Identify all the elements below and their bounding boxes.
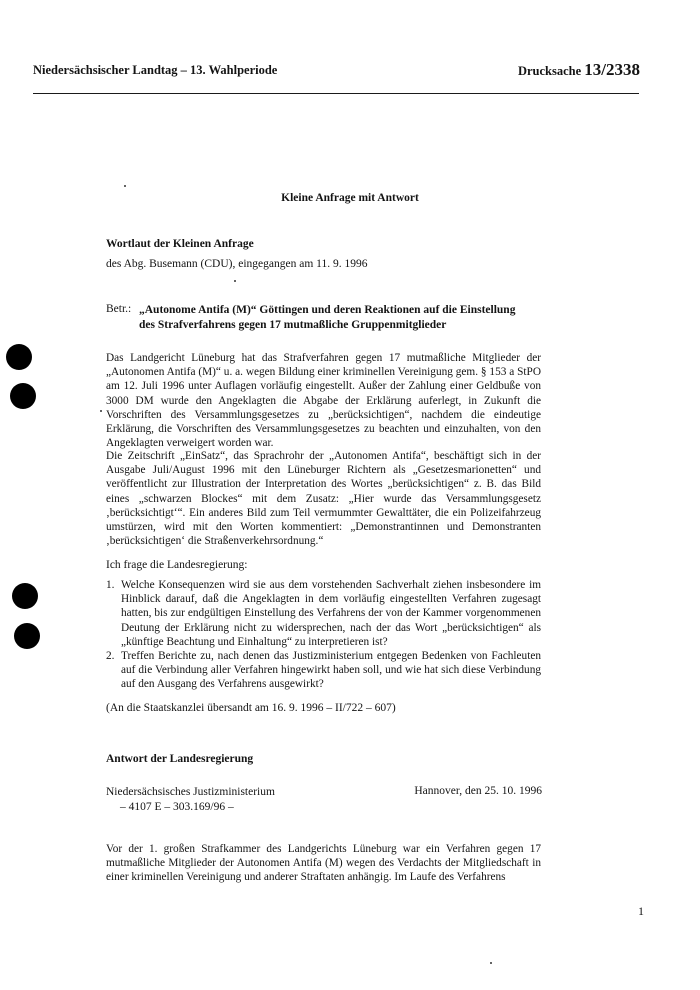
ask-line: Ich frage die Landesregierung: [106,559,248,571]
scan-speck [234,280,236,282]
query-paragraph-1: Das Landgericht Lüneburg hat das Strafverfahren gegen 17 mutmaßliche Mitglieder der „Autonomen Antifa (M)“ u. a. wegen Bildung einer kriminellen Vereinigung gem. § 153 a StPO am 12. Juli 1996 unter Auflagen vorläufig eingestellt. Außer der Zahlung einer Geldbuße von 3000 DM wurde den Angeklagten die Abgabe der Erklärung auferlegt, in Zukunft die Vorschriften des Versammlungsgesetzes zu „berücksichtigen“, nachdem die eindeutige Erklärung, die Vorschriften des Versammlungsgesetzes zu beachten und einzuhalten, von den Angeklagten verweigert worden war. [106,352,541,450]
scan-speck [490,962,492,964]
punch-hole-1 [6,344,32,370]
reference-number: – 4107 E – 303.169/96 – [120,801,234,813]
punch-hole-3 [12,583,38,609]
query-paragraph-2: Die Zeitschrift „EinSatz“, das Sprachrohr der „Autonomen Antifa“, beschäftigt sich in der Ausgabe Juli/August 1996 mit den Lüneburger Richtern als „Gesetzesmarionetten“ und veröffentlicht zur Illustration der Interpretation des Wortes „berücksichtigen“ z. B. das Bild eines „schwarzen Blockes“ mit dem Zusatz: „Hier wurde das Versammlungsgesetz ‚berücksichtigt‘“. Ein anderes Bild zum Teil vermummter Gewalttäter, die ein Polizeifahrzeug umstürzen, wird mit den Worten kommentiert: „Demonstrantinnen und Demonstranten ‚berücksichtigen‘ die Straßenverkehrsordnung.“ [106,450,541,548]
answer-paragraph-1: Vor der 1. großen Strafkammer des Landgerichts Lüneburg war ein Verfahren gegen 17 mutmaßliche Mitglieder der Autonomen Antifa (M) wegen des Verdachts der Mitgliedschaft in einer kriminellen Vereinigung und anderer Straftaten anhängig. Im Laufe des Verfahrens [106,843,541,884]
query-author-line: des Abg. Busemann (CDU), eingegangen am 11. 9. 1996 [106,258,368,270]
subject-line: „Autonome Antifa (M)“ Göttingen und deren Reaktionen auf die Einstellung [139,304,516,316]
punch-hole-2 [10,383,36,409]
question-number: 2. [106,650,115,662]
ministry-name: Niedersächsisches Justizministerium [106,786,275,798]
ministry-block [106,785,275,815]
answer-heading: Antwort der Landesregierung [106,753,254,765]
subject-line: des Strafverfahrens gegen 17 mutmaßliche Gruppenmitglieder [139,319,447,331]
question-number: 1. [106,579,115,591]
query-heading: Wortlaut der Kleinen Anfrage [106,238,254,250]
punch-hole-4 [14,623,40,649]
question-text: Treffen Berichte zu, nach denen das Justizministerium entgegen Bedenken von Fachleuten auf die Verbindung aller Verfahren hingewirkt haben soll, und wie hat sich diese Verbindung auf den Ausgang des Verfahrens ausgewirkt? [121,650,541,691]
subject-label: Betr.: [106,303,132,315]
page-number: 1 [638,904,644,918]
question-text: Welche Konsequenzen wird sie aus dem vorstehenden Sachverhalt ziehen insbesondere im Hinblick darauf, daß die Angeklagten in dem vorläufig eingestellten Verfahren zugesagt hatten, bis zur endgültigen Einstellung des Verfahrens der von der Kammer vorgenommenen Deutung der Erklärung nicht zu widersprechen, nach der das Wort „berücksichtigen“ als „künftige Beachtung und Einhaltung“ zu interpretieren ist? [121,579,541,648]
scan-speck [124,185,126,187]
print-number [518,60,640,80]
print-number-label: Drucksache [517,64,582,78]
print-number-value: 13/2338 [584,60,640,79]
document-title: Kleine Anfrage mit Antwort [281,192,419,204]
header-title: Niedersächsischer Landtag – 13. Wahlperiode [33,63,278,77]
forward-note: (An die Staatskanzlei übersandt am 16. 9. 1996 – II/722 – 607) [106,702,396,714]
header-rule [33,93,639,94]
scan-speck [100,410,102,412]
place-date: Hannover, den 25. 10. 1996 [414,785,542,797]
